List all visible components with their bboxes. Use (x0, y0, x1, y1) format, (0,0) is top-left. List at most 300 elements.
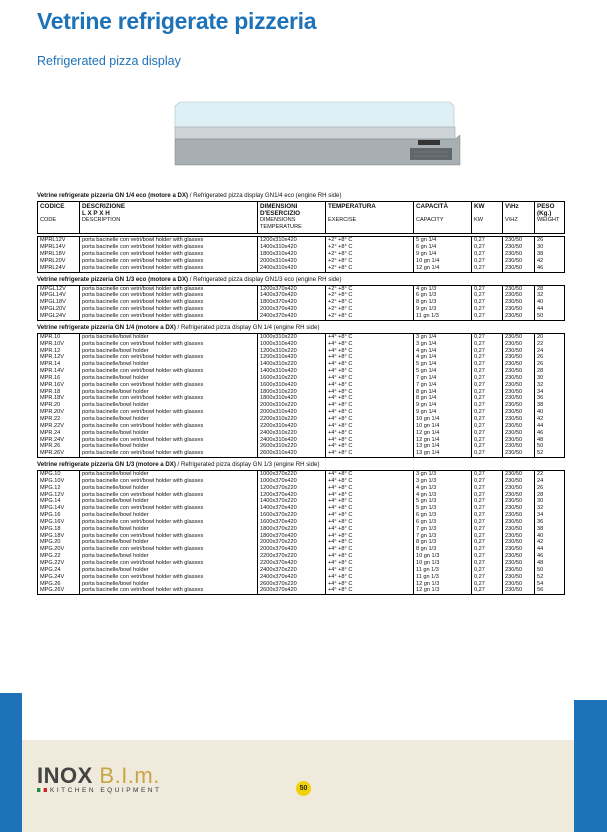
cell-dimensions: 2400x370x220 (258, 567, 326, 574)
page-title: Vetrine refrigerate pizzeria (37, 8, 317, 34)
cell-capacity: 7 gn 1/4 (414, 382, 472, 389)
section-title: Vetrine refrigerate pizzeria GN 1/3 eco (motore a DX) / Refrigerated pizza display GN1/3 eco (engine RH side) (37, 275, 342, 283)
cell-weight: 42 (535, 416, 565, 423)
cell-dimensions: 1200x370x420 (258, 285, 326, 292)
cell-code: MPR.24V (40, 436, 64, 443)
cell-dimensions: 2000x370x420 (258, 306, 326, 313)
cell-temperature: +4° +8° C (326, 581, 414, 588)
cell-code: MPR.18V (40, 395, 64, 402)
cell-dimensions: 2000x370x220 (258, 539, 326, 546)
cell-kw: 0,27 (472, 292, 503, 299)
cell-description: porta bacinelle con vetri/bowl holder with glasses (80, 546, 258, 553)
cell-description: porta bacinelle con vetri/bowl holder with glasses (80, 265, 258, 272)
cell-temperature: +4° +8° C (326, 505, 414, 512)
header-dimensions: DIMENSIONI D'ESERCIZIO (258, 202, 326, 218)
cell-dimensions: 1800x310x220 (258, 389, 326, 396)
cell-code: MPR.20 (40, 402, 61, 409)
cell-kw: 0,27 (472, 348, 503, 355)
cell-vhz: 230/50 (503, 485, 535, 492)
cell-capacity: 11 gn 1/3 (414, 567, 472, 574)
cell-kw: 0,27 (472, 368, 503, 375)
cell-weight: 50 (535, 313, 565, 320)
cell-vhz: 230/50 (503, 546, 535, 553)
cell-description: porta bacinelle con vetri/bowl holder with glasses (80, 505, 258, 512)
cell-capacity: 13 gn 1/4 (414, 450, 472, 457)
cell-kw: 0,27 (472, 285, 503, 292)
cell-capacity: 13 gn 1/4 (414, 443, 472, 450)
cell-capacity: 3 gn 1/4 (414, 341, 472, 348)
cell-code: MPG.18 (40, 525, 61, 532)
cell-weight: 30 (535, 244, 565, 251)
cell-kw: 0,27 (472, 258, 503, 265)
cell-kw: 0,27 (472, 244, 503, 251)
cell-temperature: +4° +8° C (326, 333, 414, 340)
cell-kw: 0,27 (472, 478, 503, 485)
cell-kw: 0,27 (472, 402, 503, 409)
cell-capacity: 6 gn 1/3 (414, 292, 472, 299)
cell-vhz: 230/50 (503, 251, 535, 258)
table-row (38, 437, 565, 444)
cell-capacity: 10 gn 1/4 (414, 416, 472, 423)
cell-capacity: 9 gn 1/4 (414, 409, 472, 416)
cell-weight: 46 (535, 265, 565, 272)
table-row (38, 574, 565, 581)
cell-capacity: 6 gn 1/4 (414, 244, 472, 251)
table-row (38, 251, 565, 258)
cell-dimensions: 2000x370x420 (258, 546, 326, 553)
cell-capacity: 7 gn 1/3 (414, 533, 472, 540)
cell-description: porta bacinelle/bowl holder (80, 430, 258, 437)
cell-description: porta bacinelle/bowl holder (80, 553, 258, 560)
cell-weight: 30 (535, 375, 565, 382)
cell-temperature: +4° +8° C (326, 560, 414, 567)
cell-code: MPG.10V (40, 477, 65, 484)
cell-description: porta bacinelle con vetri/bowl holder with glasses (80, 258, 258, 265)
cell-code: MPR.14V (40, 368, 64, 375)
section-title: Vetrine refrigerate pizzeria GN 1/3 (motore a DX) / Refrigerated pizza display GN 1/3 (engine RH side) (37, 461, 320, 469)
cell-dimensions: 2400x370x420 (258, 574, 326, 581)
cell-vhz: 230/50 (503, 539, 535, 546)
section-2 (37, 323, 565, 458)
cell-dimensions: 1400x370x220 (258, 498, 326, 505)
cell-dimensions: 1400x310x420 (258, 244, 326, 251)
cell-capacity: 8 gn 1/4 (414, 389, 472, 396)
cell-temperature: +4° +8° C (326, 402, 414, 409)
cell-description: porta bacinelle/bowl holder (80, 471, 258, 478)
cell-kw: 0,27 (472, 423, 503, 430)
cell-dimensions: 1800x310x420 (258, 251, 326, 258)
cell-code: MPG.12 (40, 484, 61, 491)
cell-kw: 0,27 (472, 299, 503, 306)
cell-code: MPR.10V (40, 340, 64, 347)
cell-kw: 0,27 (472, 430, 503, 437)
cell-temperature: +4° +8° C (326, 539, 414, 546)
cell-code: MPR.16V (40, 381, 64, 388)
cell-code: MPG.10 (40, 471, 61, 478)
cell-vhz: 230/50 (503, 423, 535, 430)
cell-vhz: 230/50 (503, 265, 535, 272)
cell-capacity: 12 gn 1/3 (414, 587, 472, 594)
cell-capacity: 4 gn 1/4 (414, 354, 472, 361)
cell-description: porta bacinelle con vetri/bowl holder with glasses (80, 382, 258, 389)
cell-vhz: 230/50 (503, 587, 535, 594)
table-row (38, 539, 565, 546)
cell-description: porta bacinelle con vetri/bowl holder with glasses (80, 341, 258, 348)
cell-description: porta bacinelle/bowl holder (80, 402, 258, 409)
cell-description: porta bacinelle con vetri/bowl holder with glasses (80, 478, 258, 485)
cell-weight: 24 (535, 478, 565, 485)
cell-description: porta bacinelle con vetri/bowl holder with glasses (80, 574, 258, 581)
header-dimensions-en: DIMENSIONS TEMPERATURE (258, 217, 326, 234)
table-row (38, 333, 565, 340)
cell-vhz: 230/50 (503, 368, 535, 375)
cell-temperature: +2° +8° C (326, 285, 414, 292)
cell-code: MPR.20V (40, 409, 64, 416)
cell-description: porta bacinelle/bowl holder (80, 348, 258, 355)
table-row (38, 443, 565, 450)
cell-vhz: 230/50 (503, 299, 535, 306)
cell-weight: 40 (535, 299, 565, 306)
cell-capacity: 3 gn 1/3 (414, 471, 472, 478)
cell-description: porta bacinelle con vetri/bowl holder with glasses (80, 368, 258, 375)
footer-accent-right (574, 700, 607, 832)
table-row (38, 485, 565, 492)
cell-capacity: 5 gn 1/3 (414, 498, 472, 505)
cell-capacity: 10 gn 1/3 (414, 560, 472, 567)
table-row (38, 430, 565, 437)
header-vhz-en: V\HZ (503, 217, 535, 234)
cell-kw: 0,27 (472, 553, 503, 560)
header-temperature: TEMPERATURA (326, 202, 414, 218)
cell-description: porta bacinelle/bowl holder (80, 416, 258, 423)
cell-capacity: 5 gn 1/4 (414, 368, 472, 375)
cell-kw: 0,27 (472, 498, 503, 505)
cell-dimensions: 1200x310x420 (258, 237, 326, 244)
table-row (38, 341, 565, 348)
cell-dimensions: 2400x310x220 (258, 430, 326, 437)
cell-description: porta bacinelle con vetri/bowl holder with glasses (80, 437, 258, 444)
cell-code: MPG.14 (40, 498, 61, 505)
cell-description: porta bacinelle con vetri/bowl holder with glasses (80, 492, 258, 499)
cell-temperature: +4° +8° C (326, 389, 414, 396)
cell-code: MPG.14V (40, 505, 65, 512)
cell-weight: 48 (535, 560, 565, 567)
cell-vhz: 230/50 (503, 361, 535, 368)
cell-dimensions: 2000x310x220 (258, 402, 326, 409)
cell-temperature: +4° +8° C (326, 512, 414, 519)
cell-capacity: 10 gn 1/4 (414, 258, 472, 265)
section-title: Vetrine refrigerate pizzeria GN 1/4 (motore a DX) / Refrigerated pizza display GN 1/4 (engine RH side) (37, 323, 320, 331)
cell-kw: 0,27 (472, 492, 503, 499)
table-row (38, 450, 565, 457)
cell-description: porta bacinelle con vetri/bowl holder with glasses (80, 587, 258, 594)
cell-vhz: 230/50 (503, 437, 535, 444)
cell-vhz: 230/50 (503, 375, 535, 382)
cell-weight: 34 (535, 389, 565, 396)
cell-temperature: +4° +8° C (326, 409, 414, 416)
cell-capacity: 9 gn 1/4 (414, 402, 472, 409)
cell-weight: 32 (535, 382, 565, 389)
table-row (38, 526, 565, 533)
cell-code: MPG.26V (40, 587, 65, 594)
cell-kw: 0,27 (472, 375, 503, 382)
table-row (38, 553, 565, 560)
cell-capacity: 9 gn 1/3 (414, 306, 472, 313)
cell-weight: 42 (535, 258, 565, 265)
header-kw-en: KW (472, 217, 503, 234)
cell-weight: 32 (535, 292, 565, 299)
cell-temperature: +4° +8° C (326, 375, 414, 382)
cell-temperature: +2° +8° C (326, 265, 414, 272)
cell-description: porta bacinelle con vetri/bowl holder with glasses (80, 285, 258, 292)
cell-temperature: +4° +8° C (326, 478, 414, 485)
cell-temperature: +4° +8° C (326, 341, 414, 348)
cell-weight: 36 (535, 395, 565, 402)
cell-vhz: 230/50 (503, 450, 535, 457)
table-row (38, 258, 565, 265)
cell-kw: 0,27 (472, 485, 503, 492)
header-capacity-en: CAPACITY (414, 217, 472, 234)
cell-code: MPRL24V (40, 264, 66, 271)
cell-vhz: 230/50 (503, 402, 535, 409)
cell-weight: 40 (535, 409, 565, 416)
cell-code: MPGL12V (40, 285, 66, 292)
cell-dimensions: 2400x310x420 (258, 265, 326, 272)
cell-capacity: 6 gn 1/3 (414, 519, 472, 526)
cell-weight: 28 (535, 368, 565, 375)
cell-kw: 0,27 (472, 450, 503, 457)
table-row (38, 375, 565, 382)
cell-kw: 0,27 (472, 333, 503, 340)
cell-weight: 38 (535, 402, 565, 409)
cell-weight: 26 (535, 354, 565, 361)
cell-kw: 0,27 (472, 306, 503, 313)
table-row (38, 285, 565, 292)
table-row (38, 382, 565, 389)
cell-kw: 0,27 (472, 437, 503, 444)
cell-kw: 0,27 (472, 560, 503, 567)
table-row (38, 423, 565, 430)
cell-weight: 50 (535, 443, 565, 450)
table-row (38, 292, 565, 299)
cell-temperature: +4° +8° C (326, 450, 414, 457)
cell-dimensions: 1600x370x220 (258, 512, 326, 519)
table-row (38, 560, 565, 567)
cell-capacity: 7 gn 1/3 (414, 526, 472, 533)
header-capacity: CAPACITÀ (414, 202, 472, 218)
cell-vhz: 230/50 (503, 306, 535, 313)
cell-description: porta bacinelle con vetri/bowl holder with glasses (80, 292, 258, 299)
cell-temperature: +4° +8° C (326, 519, 414, 526)
cell-vhz: 230/50 (503, 505, 535, 512)
cell-code: MPR.26V (40, 450, 64, 457)
cell-kw: 0,27 (472, 546, 503, 553)
table-row (38, 478, 565, 485)
cell-dimensions: 2600x370x220 (258, 581, 326, 588)
cell-capacity: 8 gn 1/3 (414, 546, 472, 553)
cell-capacity: 9 gn 1/4 (414, 251, 472, 258)
cell-dimensions: 1200x310x220 (258, 348, 326, 355)
cell-description: porta bacinelle con vetri/bowl holder with glasses (80, 409, 258, 416)
cell-temperature: +4° +8° C (326, 546, 414, 553)
cell-temperature: +2° +8° C (326, 237, 414, 244)
cell-temperature: +4° +8° C (326, 416, 414, 423)
cell-description: porta bacinelle con vetri/bowl holder with glasses (80, 251, 258, 258)
cell-description: porta bacinelle/bowl holder (80, 443, 258, 450)
cell-dimensions: 1800x310x420 (258, 395, 326, 402)
cell-capacity: 11 gn 1/3 (414, 313, 472, 320)
cell-code: MPR.16 (40, 374, 61, 381)
cell-weight: 46 (535, 430, 565, 437)
table-row (38, 389, 565, 396)
cell-weight: 38 (535, 526, 565, 533)
cell-description: porta bacinelle/bowl holder (80, 333, 258, 340)
section-title: Vetrine refrigerate pizzeria GN 1/4 eco (motore a DX) / Refrigerated pizza display GN1/4 eco (engine RH side) (37, 192, 342, 199)
cell-capacity: 8 gn 1/3 (414, 539, 472, 546)
cell-capacity: 12 gn 1/4 (414, 430, 472, 437)
cell-kw: 0,27 (472, 587, 503, 594)
cell-capacity: 8 gn 1/4 (414, 395, 472, 402)
cell-description: porta bacinelle con vetri/bowl holder with glasses (80, 299, 258, 306)
cell-vhz: 230/50 (503, 560, 535, 567)
cell-code: MPG.24V (40, 573, 65, 580)
cell-code: MPG.26 (40, 580, 61, 587)
cell-temperature: +4° +8° C (326, 526, 414, 533)
cell-description: porta bacinelle con vetri/bowl holder with glasses (80, 237, 258, 244)
cell-weight: 52 (535, 574, 565, 581)
cell-weight: 26 (535, 361, 565, 368)
cell-weight: 22 (535, 341, 565, 348)
cell-dimensions: 1600x310x420 (258, 382, 326, 389)
cell-capacity: 5 gn 1/3 (414, 505, 472, 512)
cell-code: MPGL18V (40, 299, 66, 306)
cell-vhz: 230/50 (503, 574, 535, 581)
section-3 (37, 460, 565, 595)
table-row (38, 416, 565, 423)
cell-temperature: +4° +8° C (326, 587, 414, 594)
cell-vhz: 230/50 (503, 416, 535, 423)
cell-weight: 28 (535, 492, 565, 499)
cell-code: MPGL24V (40, 313, 66, 319)
italy-flag-icon (37, 788, 47, 792)
cell-vhz: 230/50 (503, 354, 535, 361)
cell-dimensions: 2400x370x420 (258, 313, 326, 320)
cell-weight: 20 (535, 333, 565, 340)
cell-vhz: 230/50 (503, 553, 535, 560)
cell-dimensions: 2000x310x420 (258, 409, 326, 416)
cell-weight: 52 (535, 450, 565, 457)
cell-description: porta bacinelle/bowl holder (80, 581, 258, 588)
header-vhz: V\Hz (503, 202, 535, 218)
cell-vhz: 230/50 (503, 471, 535, 478)
cell-weight: 26 (535, 237, 565, 244)
page-subtitle: Refrigerated pizza display (37, 54, 181, 68)
cell-weight: 32 (535, 505, 565, 512)
cell-temperature: +4° +8° C (326, 498, 414, 505)
cell-capacity: 6 gn 1/3 (414, 512, 472, 519)
cell-temperature: +4° +8° C (326, 492, 414, 499)
cell-kw: 0,27 (472, 443, 503, 450)
table-row (38, 402, 565, 409)
cell-vhz: 230/50 (503, 498, 535, 505)
cell-vhz: 230/50 (503, 430, 535, 437)
cell-weight: 44 (535, 546, 565, 553)
cell-weight: 44 (535, 423, 565, 430)
cell-temperature: +4° +8° C (326, 361, 414, 368)
data-table (37, 470, 565, 595)
cell-weight: 48 (535, 437, 565, 444)
cell-dimensions: 1800x370x420 (258, 299, 326, 306)
cell-code: MPRL12V (40, 237, 66, 244)
cell-description: porta bacinelle/bowl holder (80, 485, 258, 492)
brand-logo (37, 763, 161, 794)
cell-vhz: 230/50 (503, 244, 535, 251)
cell-kw: 0,27 (472, 313, 503, 320)
header-exercise-en: EXERCISE (326, 217, 414, 234)
cell-dimensions: 2600x370x420 (258, 587, 326, 594)
header-description: DESCRIZIONE L X P X H (80, 202, 258, 218)
cell-capacity: 4 gn 1/3 (414, 492, 472, 499)
cell-kw: 0,27 (472, 533, 503, 540)
cell-vhz: 230/50 (503, 409, 535, 416)
cell-vhz: 230/50 (503, 285, 535, 292)
cell-dimensions: 1600x370x420 (258, 519, 326, 526)
table-row (38, 299, 565, 306)
cell-temperature: +2° +8° C (326, 258, 414, 265)
table-row (38, 505, 565, 512)
cell-capacity: 3 gn 1/3 (414, 478, 472, 485)
header-kw: KW (472, 202, 503, 218)
cell-weight: 42 (535, 539, 565, 546)
cell-kw: 0,27 (472, 567, 503, 574)
cell-code: MPR.22V (40, 422, 64, 429)
cell-description: porta bacinelle con vetri/bowl holder with glasses (80, 560, 258, 567)
cell-kw: 0,27 (472, 581, 503, 588)
table-row (38, 471, 565, 478)
cell-code: MPG.16V (40, 518, 65, 525)
cell-description: porta bacinelle/bowl holder (80, 361, 258, 368)
table-row (38, 368, 565, 375)
cell-code: MPGL20V (40, 306, 66, 313)
cell-weight: 38 (535, 251, 565, 258)
cell-kw: 0,27 (472, 341, 503, 348)
cell-capacity: 4 gn 1/3 (414, 285, 472, 292)
cell-temperature: +4° +8° C (326, 443, 414, 450)
data-table (37, 285, 565, 321)
cell-kw: 0,27 (472, 574, 503, 581)
table-row (38, 306, 565, 313)
cell-code: MPR.22 (40, 415, 61, 422)
table-row (38, 519, 565, 526)
cell-temperature: +4° +8° C (326, 553, 414, 560)
cell-capacity: 4 gn 1/4 (414, 348, 472, 355)
cell-temperature: +4° +8° C (326, 567, 414, 574)
cell-kw: 0,27 (472, 354, 503, 361)
cell-dimensions: 1400x310x420 (258, 368, 326, 375)
cell-description: porta bacinelle con vetri/bowl holder with glasses (80, 354, 258, 361)
cell-weight: 28 (535, 285, 565, 292)
cell-dimensions: 1000x310x420 (258, 341, 326, 348)
table-row (38, 581, 565, 588)
cell-code: MPG.22 (40, 553, 61, 560)
cell-description: porta bacinelle con vetri/bowl holder with glasses (80, 395, 258, 402)
cell-weight: 36 (535, 519, 565, 526)
cell-description: porta bacinelle con vetri/bowl holder with glasses (80, 313, 258, 320)
cell-vhz: 230/50 (503, 382, 535, 389)
cell-kw: 0,27 (472, 505, 503, 512)
cell-vhz: 230/50 (503, 526, 535, 533)
cell-code: MPRL14V (40, 244, 66, 251)
